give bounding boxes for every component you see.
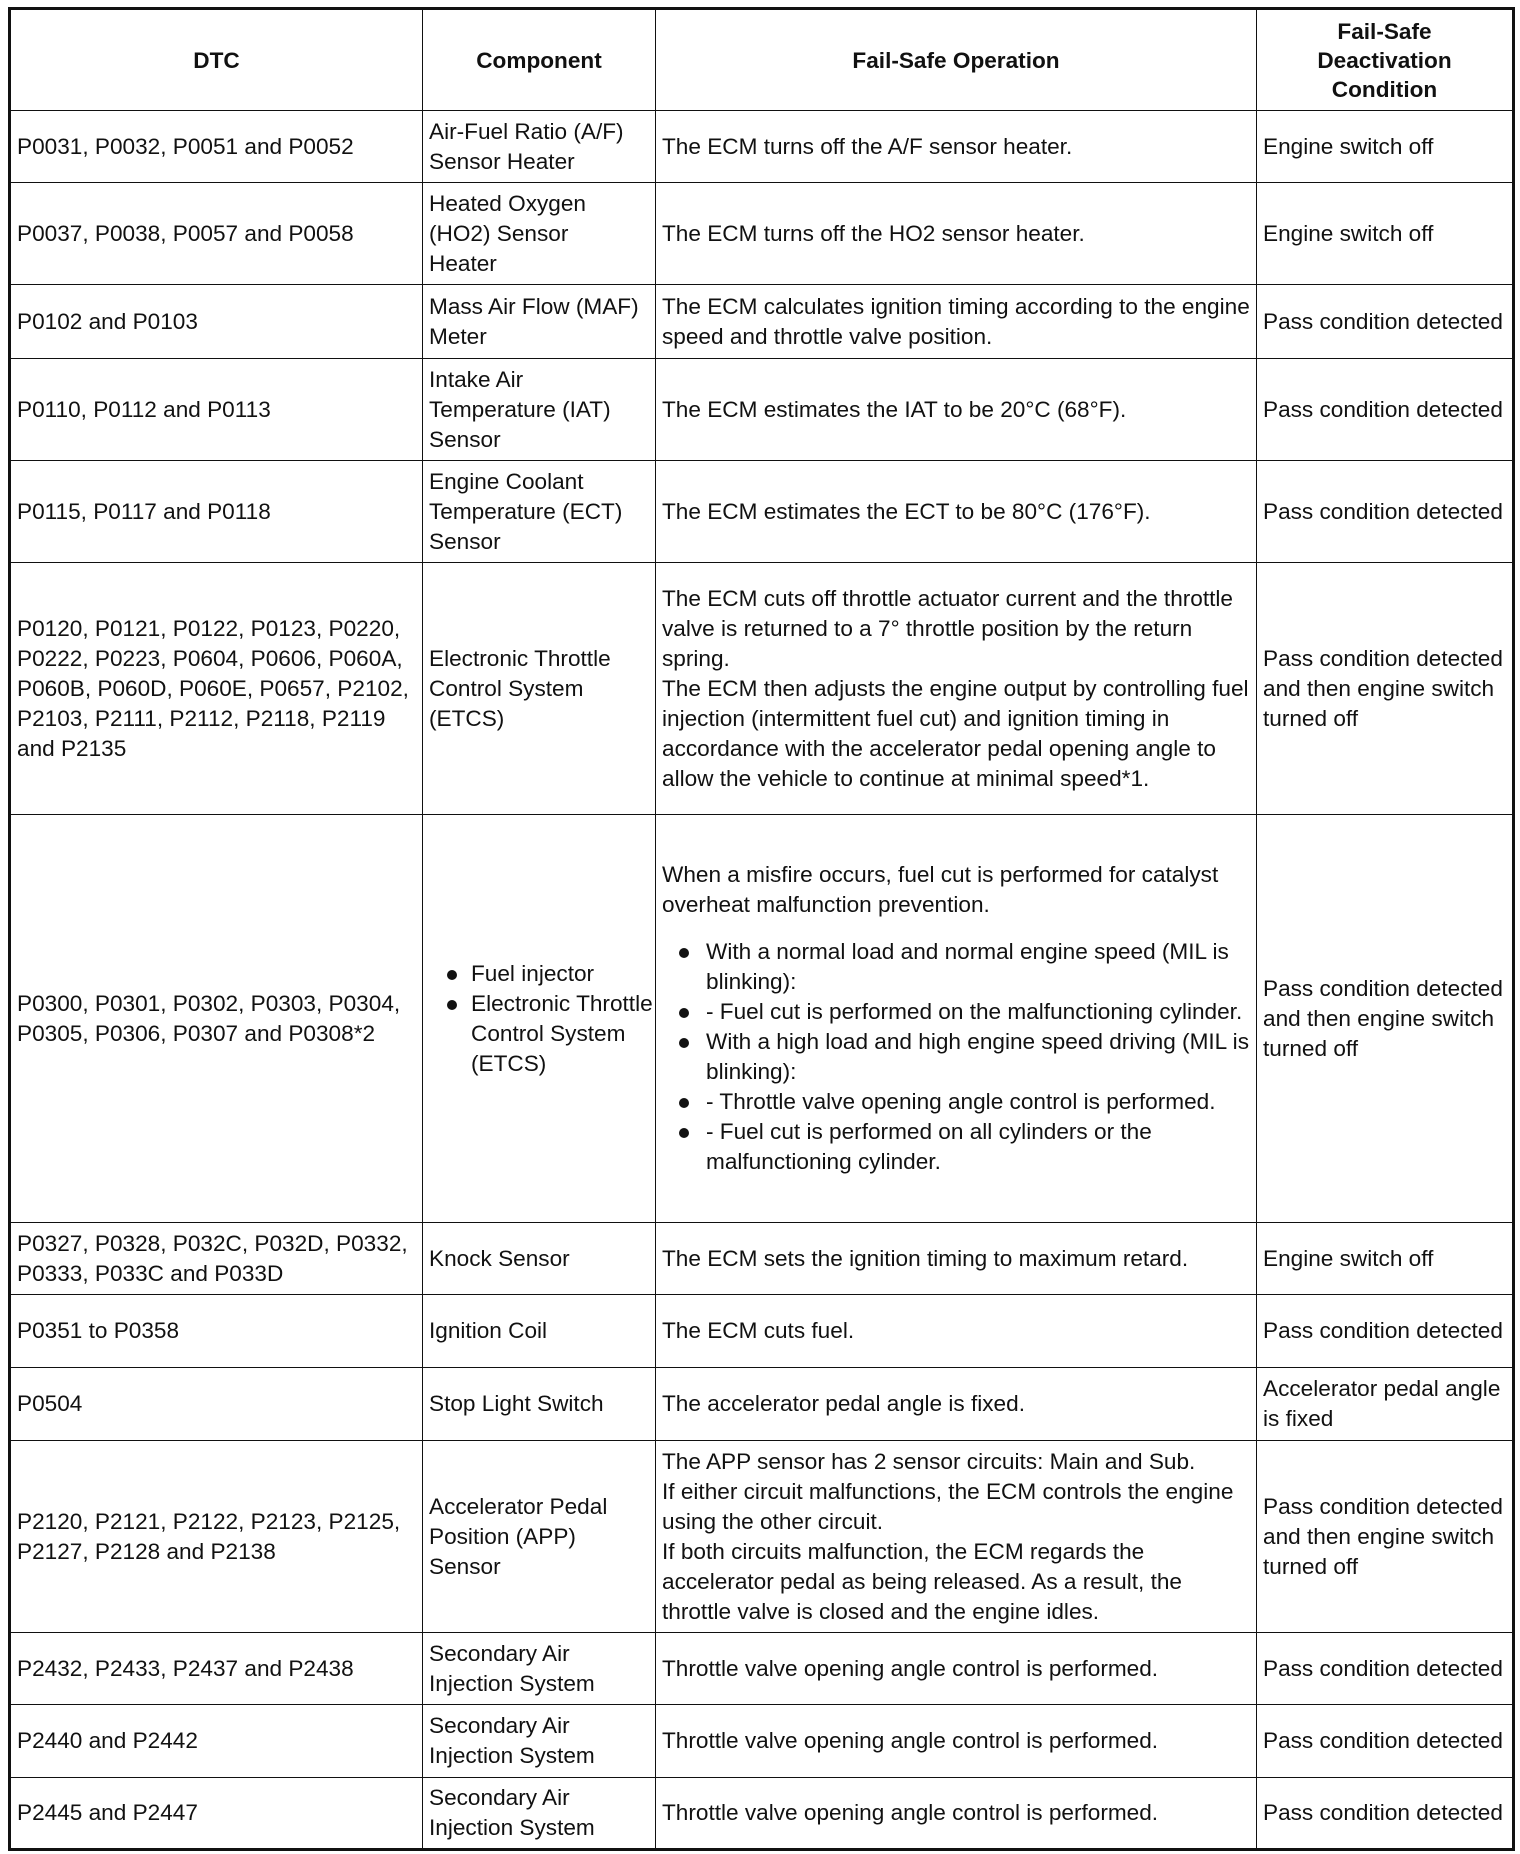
operation-paragraph: The ECM cuts off throttle actuator current and the throttle valve is returned to a 7° throttle position by the return spring. bbox=[662, 585, 1233, 671]
deactivation-cell: Pass condition detected and then engine switch turned off bbox=[1257, 563, 1514, 815]
table-row bbox=[10, 111, 1514, 183]
component-cell: Secondary Air Injection System bbox=[423, 1705, 656, 1778]
dtc-cell: P2120, P2121, P2122, P2123, P2125, P2127, P2128 and P2138 bbox=[10, 1441, 423, 1633]
component-cell: Heated Oxygen (HO2) Sensor Heater bbox=[423, 183, 656, 285]
component-cell: Knock Sensor bbox=[423, 1223, 656, 1295]
dtc-cell: P0300, P0301, P0302, P0303, P0304, P0305, P0306, P0307 and P0308*2 bbox=[10, 815, 423, 1223]
deactivation-cell: Pass condition detected bbox=[1257, 1633, 1514, 1705]
table-row bbox=[10, 1368, 1514, 1441]
operation-list-item: With a high load and high engine speed driving (MIL is blinking): bbox=[662, 1027, 1250, 1087]
fail-safe-table bbox=[8, 7, 1515, 1851]
table-row bbox=[10, 1633, 1514, 1705]
deactivation-cell: Engine switch off bbox=[1257, 183, 1514, 285]
operation-cell bbox=[656, 563, 1257, 815]
operation-cell: The accelerator pedal angle is fixed. bbox=[656, 1368, 1257, 1441]
table-row bbox=[10, 1441, 1514, 1633]
dtc-cell: P0031, P0032, P0051 and P0052 bbox=[10, 111, 423, 183]
paragraph-gap bbox=[662, 920, 1250, 937]
component-cell: Stop Light Switch bbox=[423, 1368, 656, 1441]
table-row bbox=[10, 461, 1514, 563]
deactivation-cell: Accelerator pedal angle is fixed bbox=[1257, 1368, 1514, 1441]
deactivation-cell: Engine switch off bbox=[1257, 1223, 1514, 1295]
operation-paragraph: If either circuit malfunctions, the ECM controls the engine using the other circuit. bbox=[662, 1478, 1234, 1534]
operation-list-item: - Throttle valve opening angle control is performed. bbox=[662, 1087, 1250, 1117]
component-cell: Engine Coolant Temperature (ECT) Sensor bbox=[423, 461, 656, 563]
dtc-cell: P0327, P0328, P032C, P032D, P0332, P0333, P033C and P033D bbox=[10, 1223, 423, 1295]
component-cell: Mass Air Flow (MAF) Meter bbox=[423, 285, 656, 359]
document-page bbox=[8, 7, 1512, 1851]
operation-paragraph: The APP sensor has 2 sensor circuits: Main and Sub. bbox=[662, 1448, 1196, 1474]
operation-cell: Throttle valve opening angle control is performed. bbox=[656, 1778, 1257, 1850]
component-cell: Accelerator Pedal Position (APP) Sensor bbox=[423, 1441, 656, 1633]
dtc-cell: P0504 bbox=[10, 1368, 423, 1441]
component-cell: Ignition Coil bbox=[423, 1295, 656, 1368]
operation-paragraph: When a misfire occurs, fuel cut is performed for catalyst overheat malfunction prevention. bbox=[662, 862, 1219, 917]
operation-paragraph: The ECM then adjusts the engine output by controlling fuel injection (intermittent fuel cut) and ignition timing in accordance with the accelerator pedal opening angle to allow the vehicle to continue at minimal speed*1. bbox=[662, 675, 1249, 791]
component-cell: Air-Fuel Ratio (A/F) Sensor Heater bbox=[423, 111, 656, 183]
operation-cell: The ECM sets the ignition timing to maximum retard. bbox=[656, 1223, 1257, 1295]
component-cell: Intake Air Temperature (IAT) Sensor bbox=[423, 359, 656, 461]
operation-list-item: - Fuel cut is performed on all cylinders or the malfunctioning cylinder. bbox=[662, 1117, 1250, 1177]
operation-cell: The ECM calculates ignition timing according to the engine speed and throttle valve position. bbox=[656, 285, 1257, 359]
deactivation-cell: Pass condition detected and then engine switch turned off bbox=[1257, 815, 1514, 1223]
operation-cell: The ECM cuts fuel. bbox=[656, 1295, 1257, 1368]
table-row bbox=[10, 563, 1514, 815]
operation-list-item: - Fuel cut is performed on the malfunctioning cylinder. bbox=[662, 997, 1250, 1027]
component-cell bbox=[423, 815, 656, 1223]
table-row bbox=[10, 1295, 1514, 1368]
header-component: Component bbox=[423, 9, 656, 111]
operation-cell: The ECM turns off the HO2 sensor heater. bbox=[656, 183, 1257, 285]
deactivation-cell: Pass condition detected bbox=[1257, 461, 1514, 563]
header-fail-safe-operation: Fail-Safe Operation bbox=[656, 9, 1257, 111]
deactivation-cell: Pass condition detected bbox=[1257, 1778, 1514, 1850]
operation-cell: Throttle valve opening angle control is performed. bbox=[656, 1633, 1257, 1705]
table-row bbox=[10, 1705, 1514, 1778]
operation-bullet-list bbox=[662, 937, 1250, 1177]
component-list-item: Electronic Throttle Control System (ETCS) bbox=[429, 989, 653, 1079]
table-row bbox=[10, 183, 1514, 285]
header-deactivation-condition: Fail-Safe Deactivation Condition bbox=[1257, 9, 1514, 111]
dtc-cell: P2445 and P2447 bbox=[10, 1778, 423, 1850]
table-row bbox=[10, 815, 1514, 1223]
dtc-cell: P0120, P0121, P0122, P0123, P0220, P0222, P0223, P0604, P0606, P060A, P060B, P060D, P060E, P0657, P2102, P2103, P2111, P2112, P2118, P2119 and P2135 bbox=[10, 563, 423, 815]
operation-list-item: With a normal load and normal engine speed (MIL is blinking): bbox=[662, 937, 1250, 997]
table-row bbox=[10, 285, 1514, 359]
table-row bbox=[10, 1223, 1514, 1295]
component-cell: Electronic Throttle Control System (ETCS) bbox=[423, 563, 656, 815]
component-bullet-list bbox=[429, 959, 653, 1079]
deactivation-cell: Pass condition detected and then engine switch turned off bbox=[1257, 1441, 1514, 1633]
operation-cell bbox=[656, 1441, 1257, 1633]
header-dtc: DTC bbox=[10, 9, 423, 111]
dtc-cell: P2440 and P2442 bbox=[10, 1705, 423, 1778]
deactivation-cell: Pass condition detected bbox=[1257, 1295, 1514, 1368]
dtc-cell: P0102 and P0103 bbox=[10, 285, 423, 359]
component-list-item: Fuel injector bbox=[429, 959, 653, 989]
dtc-cell: P0115, P0117 and P0118 bbox=[10, 461, 423, 563]
component-cell: Secondary Air Injection System bbox=[423, 1633, 656, 1705]
operation-cell: The ECM estimates the ECT to be 80°C (176°F). bbox=[656, 461, 1257, 563]
dtc-cell: P2432, P2433, P2437 and P2438 bbox=[10, 1633, 423, 1705]
operation-paragraph: If both circuits malfunction, the ECM regards the accelerator pedal as being released. As a result, the throttle valve is closed and the engine idles. bbox=[662, 1538, 1182, 1624]
dtc-cell: P0037, P0038, P0057 and P0058 bbox=[10, 183, 423, 285]
operation-cell: The ECM turns off the A/F sensor heater. bbox=[656, 111, 1257, 183]
deactivation-cell: Pass condition detected bbox=[1257, 285, 1514, 359]
table-row bbox=[10, 359, 1514, 461]
deactivation-cell: Pass condition detected bbox=[1257, 1705, 1514, 1778]
table-header-row bbox=[10, 9, 1514, 111]
dtc-cell: P0110, P0112 and P0113 bbox=[10, 359, 423, 461]
table-row bbox=[10, 1778, 1514, 1850]
operation-cell: Throttle valve opening angle control is performed. bbox=[656, 1705, 1257, 1778]
operation-cell: The ECM estimates the IAT to be 20°C (68°F). bbox=[656, 359, 1257, 461]
dtc-cell: P0351 to P0358 bbox=[10, 1295, 423, 1368]
deactivation-cell: Engine switch off bbox=[1257, 111, 1514, 183]
operation-cell bbox=[656, 815, 1257, 1223]
deactivation-cell: Pass condition detected bbox=[1257, 359, 1514, 461]
component-cell: Secondary Air Injection System bbox=[423, 1778, 656, 1850]
